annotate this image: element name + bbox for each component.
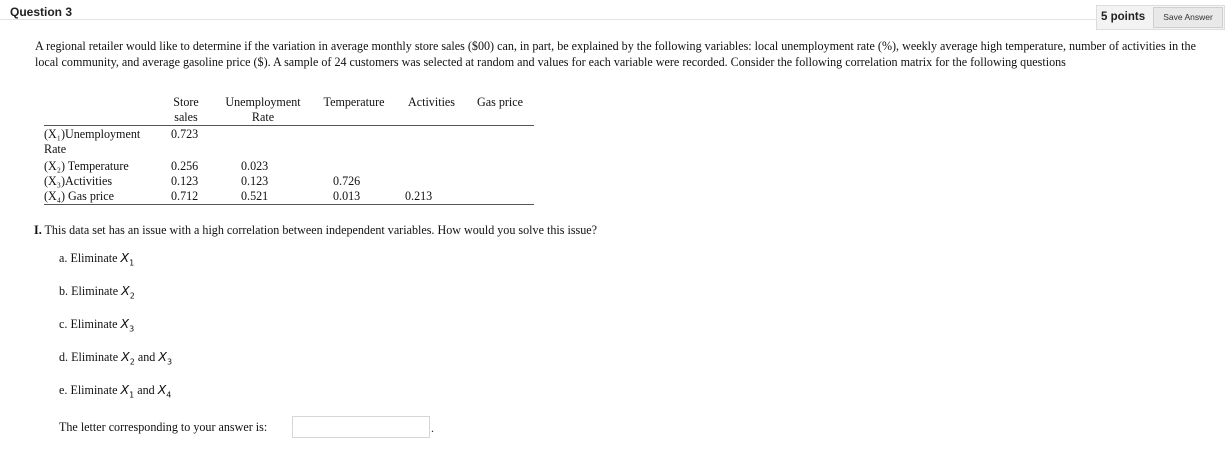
question-prompt [34,223,597,238]
save-answer-button[interactable]: Save Answer [1153,7,1223,28]
question-numeral: I. [34,223,42,237]
math-variable: $X_3$ [120,316,135,334]
answer-label: The letter corresponding to your answer is: [59,420,268,434]
table-cell [397,159,466,174]
column-header-store-sales: Store sales [171,95,215,126]
table-cell: 0.712 [171,189,215,205]
table-cell [311,126,397,160]
question-header [0,0,1225,30]
table-cell [466,159,534,174]
table-cell: 0.023 [241,159,269,173]
table-cell: 0.521 [215,189,311,205]
table-cell [466,189,534,205]
question-text: This data set has an issue with a high correlation between independent variables. How would you solve this issue? [44,223,598,237]
math-variable: $X_2$ [121,349,135,367]
table-row [44,159,534,174]
question-title: Question 3 [10,5,73,19]
table-header-blank [44,95,171,126]
question-stem: A regional retailer would like to determine if the variation in average monthly store sales ($00) can, in part, be explained by the following variables: local unemployment rate (%), weekly average high temperature, number of activities in the local community, and average gasoline price ($). A sample of 24 customers was selected at random and values for each variable were recorded. Consider the following correlation matrix for the following questions [35,39,1196,69]
option-c: c. Eliminate $X_3$ [59,316,135,334]
row-label: (X₂) Temperature [44,159,129,173]
math-variable: $X_1$ [120,250,135,268]
option-b: b. Eliminate $X_2$ [59,283,135,301]
table-cell: 0.256 [171,159,199,173]
table-cell [397,126,466,160]
table-header-row [44,95,534,126]
option-d: d. Eliminate $X_2$ and $X_3$ [59,349,173,367]
correlation-matrix [44,95,534,205]
header-divider [0,19,1096,20]
option-a: a. Eliminate $X_1$ [59,250,135,268]
table-row [44,126,534,160]
answer-input[interactable] [292,416,430,438]
math-variable: $X_1$ [120,382,135,400]
column-header-unemployment-rate: Unemployment Rate [215,95,311,126]
row-label: (X₄) Gas price [44,189,171,205]
table-cell: 0.213 [397,189,466,205]
column-header-activities: Activities [397,95,466,126]
math-variable: $X_4$ [157,382,172,400]
table-cell: 0.123 [241,174,269,188]
table-cell [397,174,466,189]
table-cell: 0.723 [171,127,199,141]
table-row [44,174,534,189]
math-variable: $X_2$ [121,283,135,301]
table-cell [215,126,311,160]
math-variable: $X_3$ [158,349,173,367]
row-label: (X₃)Activities [44,174,113,188]
row-label: (X₁)Unemployment Rate [44,127,141,156]
table-cell [311,159,397,174]
table-cell [466,126,534,160]
column-header-gas-price: Gas price [466,95,534,126]
column-header-temperature: Temperature [311,95,397,126]
table-row [44,189,534,205]
points-label: 5 points [1101,11,1146,23]
table-cell: 0.726 [333,174,361,188]
table-cell [466,174,534,189]
option-e: e. Eliminate $X_1$ and $X_4$ [59,382,172,400]
answer-period: . [431,421,434,435]
table-cell: 0.123 [171,174,199,188]
table-top-rule [44,125,534,126]
table-cell: 0.013 [311,189,397,205]
